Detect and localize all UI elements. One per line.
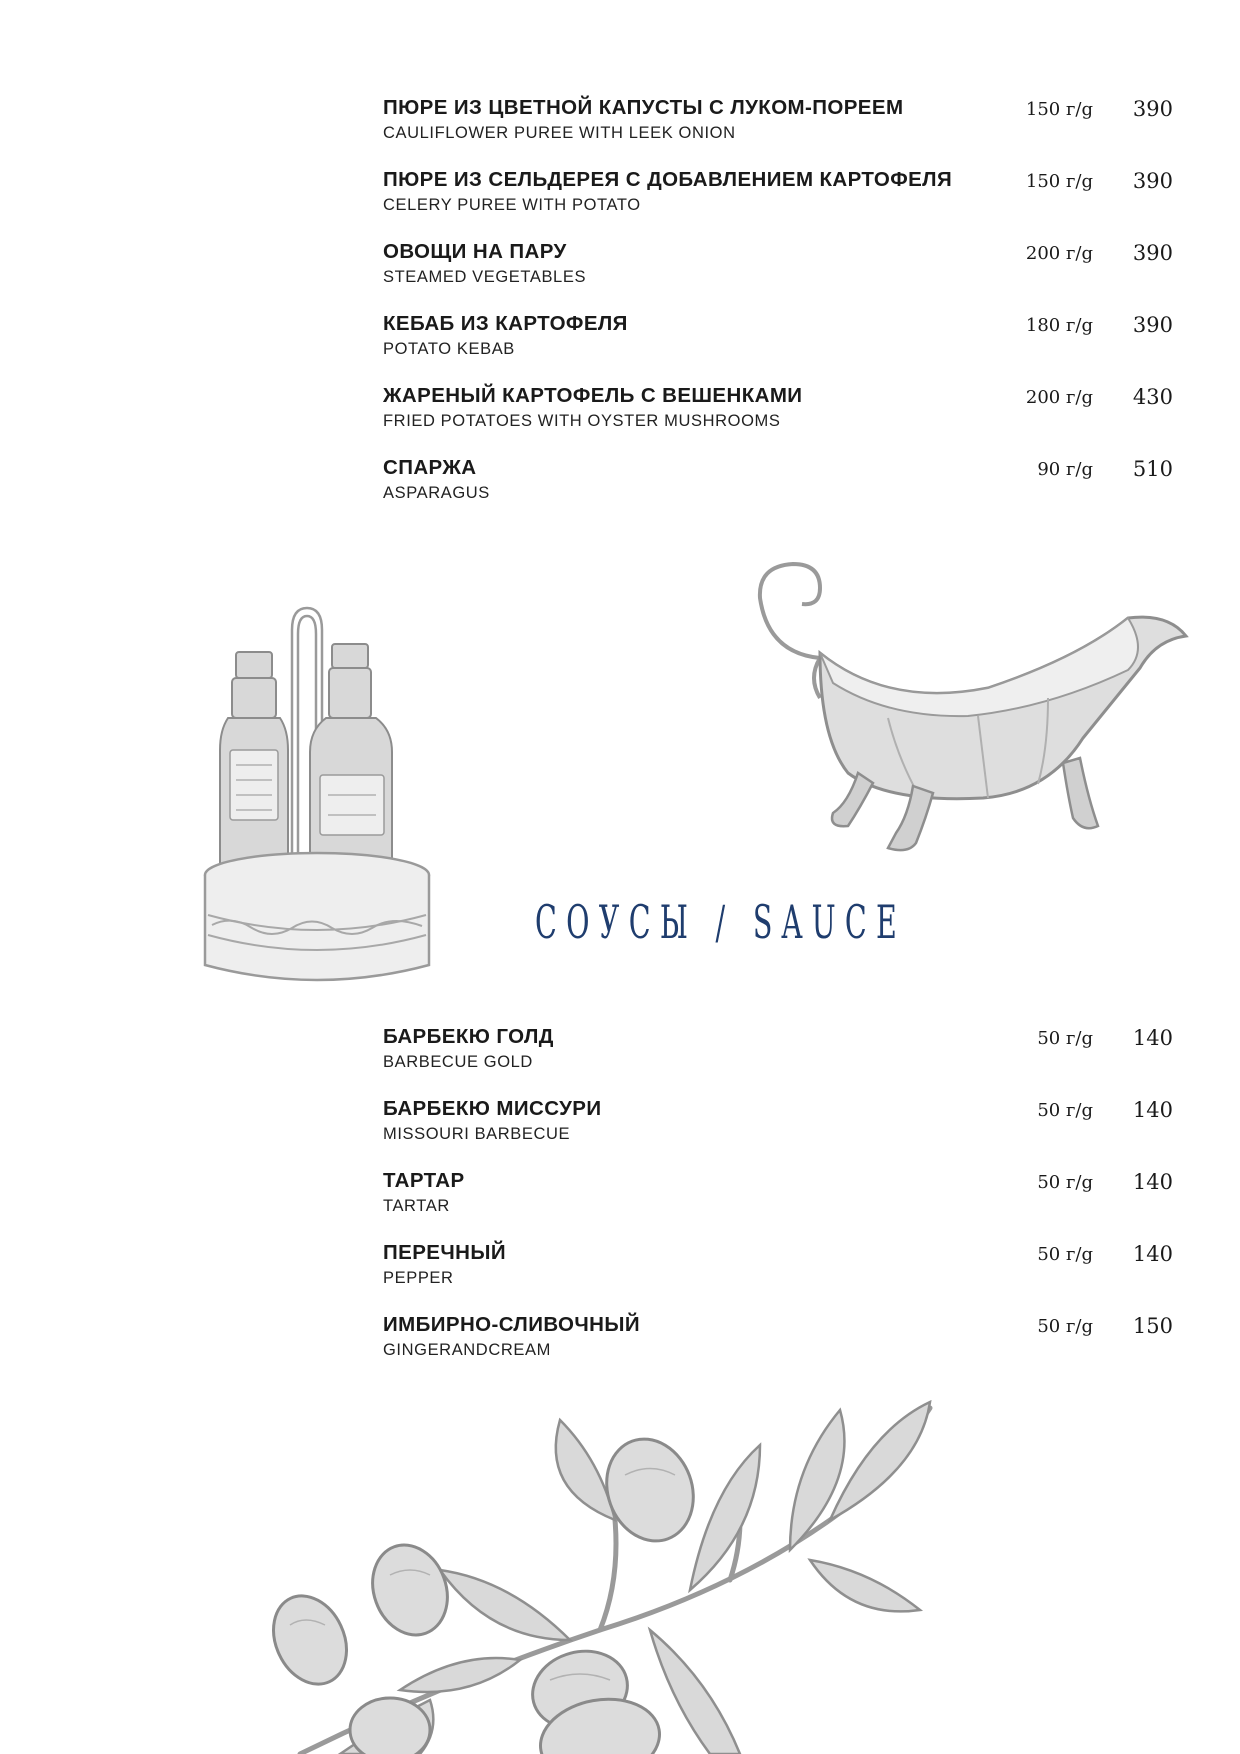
item-name-ru: ИМБИРНО-СЛИВОЧНЫЙ <box>383 1313 640 1336</box>
item-name-en: POTATO KEBAB <box>383 340 515 358</box>
item-name-ru: ТАРТАР <box>383 1169 465 1192</box>
item-name-en: STEAMED VEGETABLES <box>383 268 587 286</box>
item-weight: 50 г/g <box>1037 1100 1093 1121</box>
item-name-en: GINGERANDCREAM <box>383 1341 551 1359</box>
item-name-ru: БАРБЕКЮ ГОЛД <box>383 1025 554 1048</box>
item-weight: 200 г/g <box>1025 243 1093 264</box>
list-item <box>383 96 1173 168</box>
item-name-en: ASPARAGUS <box>383 484 490 502</box>
sauce-list <box>383 1025 1173 1385</box>
item-name-ru: КЕБАБ ИЗ КАРТОФЕЛЯ <box>383 312 628 335</box>
list-item <box>383 240 1173 312</box>
item-name-en: BARBECUE GOLD <box>383 1053 533 1071</box>
item-price: 430 <box>1132 385 1173 409</box>
item-name-ru: ЖАРЕНЫЙ КАРТОФЕЛЬ С ВЕШЕНКАМИ <box>383 384 803 407</box>
item-price: 140 <box>1132 1170 1173 1194</box>
item-name-ru: ПЮРЕ ИЗ ЦВЕТНОЙ КАПУСТЫ С ЛУКОМ-ПОРЕЕМ <box>383 96 904 119</box>
item-price: 140 <box>1132 1026 1173 1050</box>
item-weight: 90 г/g <box>1037 459 1093 480</box>
item-weight: 180 г/g <box>1025 315 1093 336</box>
item-name-en: MISSOURI BARBECUE <box>383 1125 571 1143</box>
cruet-set-icon <box>192 600 442 995</box>
item-name-en: FRIED POTATOES WITH OYSTER MUSHROOMS <box>383 412 781 430</box>
item-name-ru: ПЮРЕ ИЗ СЕЛЬДЕРЕЯ С ДОБАВЛЕНИЕМ КАРТОФЕЛЯ <box>383 168 953 191</box>
item-price: 140 <box>1132 1098 1173 1122</box>
list-item <box>383 1097 1173 1169</box>
item-weight: 200 г/g <box>1025 387 1093 408</box>
item-price: 140 <box>1132 1242 1173 1266</box>
item-weight: 150 г/g <box>1025 99 1093 120</box>
list-item <box>383 312 1173 384</box>
list-item <box>383 456 1173 528</box>
list-item <box>383 1241 1173 1313</box>
item-weight: 50 г/g <box>1037 1028 1093 1049</box>
item-weight: 50 г/g <box>1037 1316 1093 1337</box>
gravy-boat-icon <box>748 558 1190 870</box>
list-item <box>383 168 1173 240</box>
list-item <box>383 1169 1173 1241</box>
item-weight: 50 г/g <box>1037 1172 1093 1193</box>
item-name-ru: БАРБЕКЮ МИССУРИ <box>383 1097 602 1120</box>
section-title-sauce: СОУСЫ / SAUCE <box>535 895 907 949</box>
item-price: 390 <box>1132 169 1173 193</box>
item-price: 150 <box>1132 1314 1173 1338</box>
item-name-ru: ОВОЩИ НА ПАРУ <box>383 240 567 263</box>
item-price: 390 <box>1132 313 1173 337</box>
item-name-en: CAULIFLOWER PUREE WITH LEEK ONION <box>383 124 736 142</box>
item-price: 390 <box>1132 241 1173 265</box>
list-item <box>383 1313 1173 1385</box>
item-price: 390 <box>1132 97 1173 121</box>
item-weight: 50 г/g <box>1037 1244 1093 1265</box>
item-name-en: PEPPER <box>383 1269 454 1287</box>
item-weight: 150 г/g <box>1025 171 1093 192</box>
sides-list <box>383 96 1173 528</box>
list-item <box>383 1025 1173 1097</box>
item-name-en: CELERY PUREE WITH POTATO <box>383 196 641 214</box>
item-name-en: TARTAR <box>383 1197 450 1215</box>
item-name-ru: СПАРЖА <box>383 456 477 479</box>
item-name-ru: ПЕРЕЧНЫЙ <box>383 1241 506 1264</box>
olive-branch-icon <box>270 1400 950 1754</box>
list-item <box>383 384 1173 456</box>
item-price: 510 <box>1132 457 1173 481</box>
